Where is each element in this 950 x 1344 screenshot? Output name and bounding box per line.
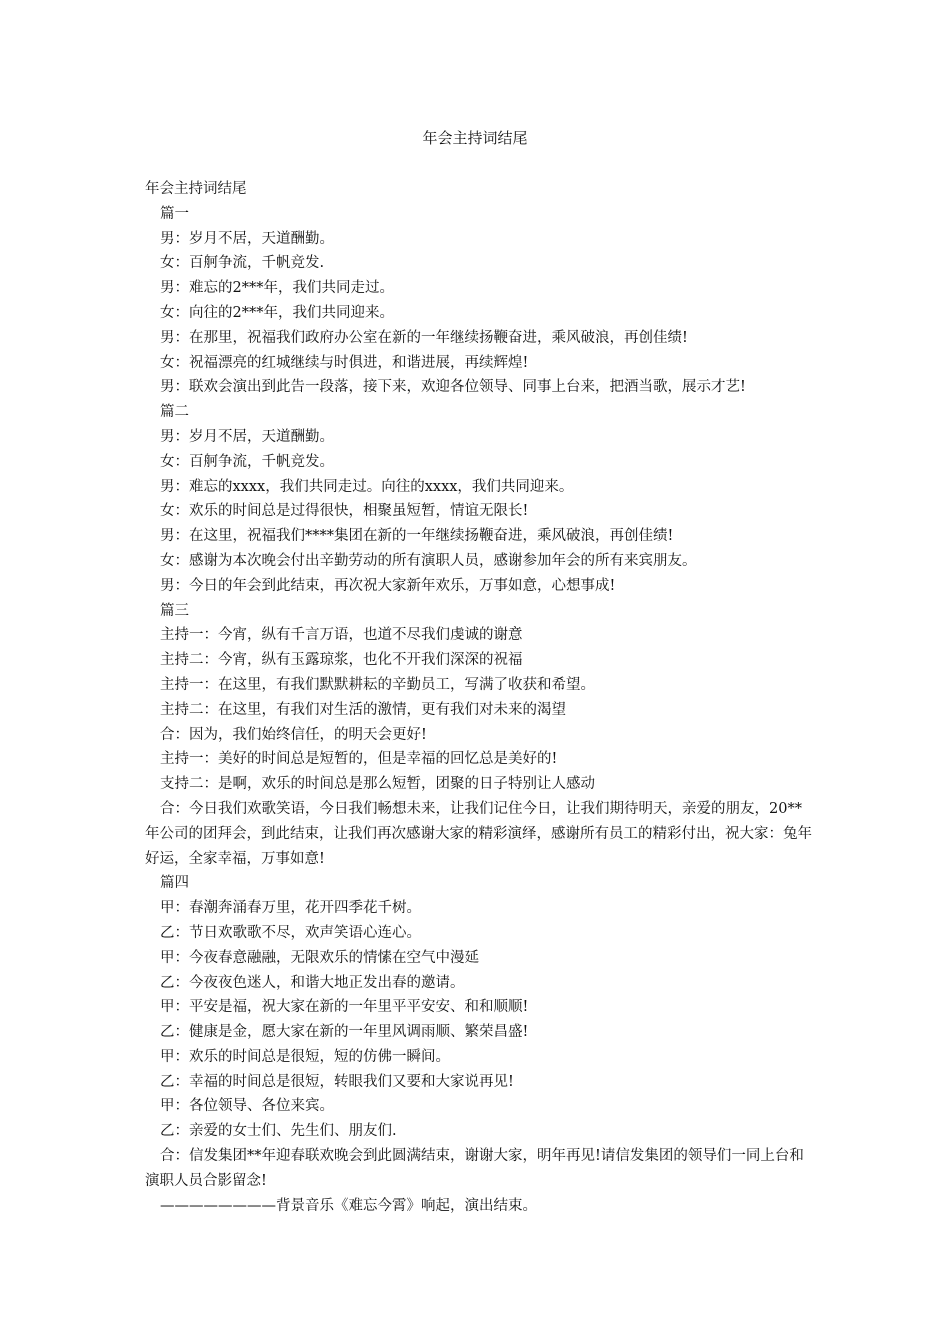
section-heading: 篇四 bbox=[160, 875, 189, 892]
dialogue-line: 合：因为，我们始终信任，的明天会更好! bbox=[160, 726, 427, 743]
dialogue-line: ————————背景音乐《难忘今霄》响起，演出结束。 bbox=[160, 1197, 537, 1214]
dialogue-line: 女：向往的2***年，我们共同迎来。 bbox=[160, 304, 394, 321]
dialogue-line: 甲：各位领导、各位来宾。 bbox=[160, 1098, 334, 1115]
dialogue-line: 甲：春潮奔涌春万里，花开四季花千树。 bbox=[160, 900, 421, 917]
dialogue-line: 主持二：今宵，纵有玉露琼浆，也化不开我们深深的祝福 bbox=[160, 652, 523, 669]
document-body bbox=[145, 177, 813, 1218]
dialogue-line: 男：难忘的2***年，我们共同走过。 bbox=[160, 280, 394, 297]
dialogue-line: 男：联欢会演出到此告一段落，接下来，欢迎各位领导、同事上台来，把酒当歌，展示才艺! bbox=[160, 379, 746, 396]
dialogue-line: 女：欢乐的时间总是过得很快，相聚虽短暂，情谊无限长! bbox=[160, 503, 529, 520]
dialogue-line: 甲：今夜春意融融，无限欢乐的情愫在空气中漫延 bbox=[160, 949, 479, 966]
dialogue-line: 乙：幸福的时间总是很短，转眼我们又要和大家说再见! bbox=[160, 1073, 514, 1090]
dialogue-line: 支持二：是啊，欢乐的时间总是那么短暂，团聚的日子特别让人感动 bbox=[160, 776, 595, 793]
section-heading: 篇三 bbox=[160, 602, 189, 619]
dialogue-line: 乙：今夜夜色迷人，和谐大地正发出春的邀请。 bbox=[160, 974, 465, 991]
dialogue-line: 主持一：今宵，纵有千言万语，也道不尽我们虔诚的谢意 bbox=[160, 627, 523, 644]
dialogue-line: 甲：平安是福，祝大家在新的一年里平平安安、和和顺顺! bbox=[160, 999, 529, 1016]
dialogue-line: 主持一：在这里，有我们默默耕耘的辛勤员工，写满了收获和希望。 bbox=[160, 676, 595, 693]
document-title: 年会主持词结尾 bbox=[422, 129, 528, 147]
dialogue-line: 男：难忘的xxxx，我们共同走过。向往的xxxx，我们共同迎来。 bbox=[160, 478, 574, 495]
dialogue-line: 主持二：在这里，有我们对生活的激情，更有我们对未来的渴望 bbox=[160, 701, 566, 718]
dialogue-line: 男：在那里，祝福我们政府办公室在新的一年继续扬鞭奋进，乘风破浪，再创佳绩! bbox=[160, 329, 688, 346]
dialogue-line: 女：感谢为本次晚会付出辛勤劳动的所有演职人员，感谢参加年会的所有来宾朋友。 bbox=[160, 552, 697, 569]
dialogue-line: 男：今日的年会到此结束，再次祝大家新年欢乐，万事如意，心想事成! bbox=[160, 577, 616, 594]
dialogue-line: 合：信发集团**年迎春联欢晚会到此圆满结束，谢谢大家，明年再见!请信发集团的领导们一同上台和演职人员合影留念! bbox=[145, 1148, 804, 1189]
body-lines bbox=[145, 202, 813, 1219]
dialogue-line: 乙：亲爱的女士们、先生们、朋友们. bbox=[160, 1123, 397, 1140]
section-heading: 篇一 bbox=[160, 205, 189, 222]
section-heading: 篇二 bbox=[160, 404, 189, 421]
dialogue-line: 女：百舸争流，千帆竞发. bbox=[160, 255, 325, 272]
dialogue-line: 合：今日我们欢歌笑语，今日我们畅想未来，让我们记住今日，让我们期待明天，亲爱的朋友，20**年公司的团拜会，到此结束，让我们再次感谢大家的精彩演绎，感谢所有员工的精彩付出，祝大家：兔年好运，全家幸福，万事如意! bbox=[145, 800, 812, 867]
dialogue-line: 男：岁月不居，天道酬勤。 bbox=[160, 230, 334, 247]
dialogue-line: 乙：节日欢歌歌不尽，欢声笑语心连心。 bbox=[160, 924, 421, 941]
dialogue-line: 主持一：美好的时间总是短暂的，但是幸福的回忆总是美好的! bbox=[160, 751, 558, 768]
dialogue-line: 女：百舸争流，千帆竞发。 bbox=[160, 453, 334, 470]
dialogue-line: 乙：健康是金，愿大家在新的一年里风调雨顺、繁荣昌盛! bbox=[160, 1024, 529, 1041]
dialogue-line: 女：祝福漂亮的红城继续与时俱进，和谐进展，再续辉煌! bbox=[160, 354, 529, 371]
dialogue-line: 男：岁月不居，天道酬勤。 bbox=[160, 428, 334, 445]
body-heading: 年会主持词结尾 bbox=[145, 181, 247, 197]
dialogue-line: 甲：欢乐的时间总是很短，短的仿佛一瞬间。 bbox=[160, 1048, 450, 1065]
dialogue-line: 男：在这里，祝福我们****集团在新的一年继续扬鞭奋进，乘风破浪，再创佳绩! bbox=[160, 528, 674, 545]
